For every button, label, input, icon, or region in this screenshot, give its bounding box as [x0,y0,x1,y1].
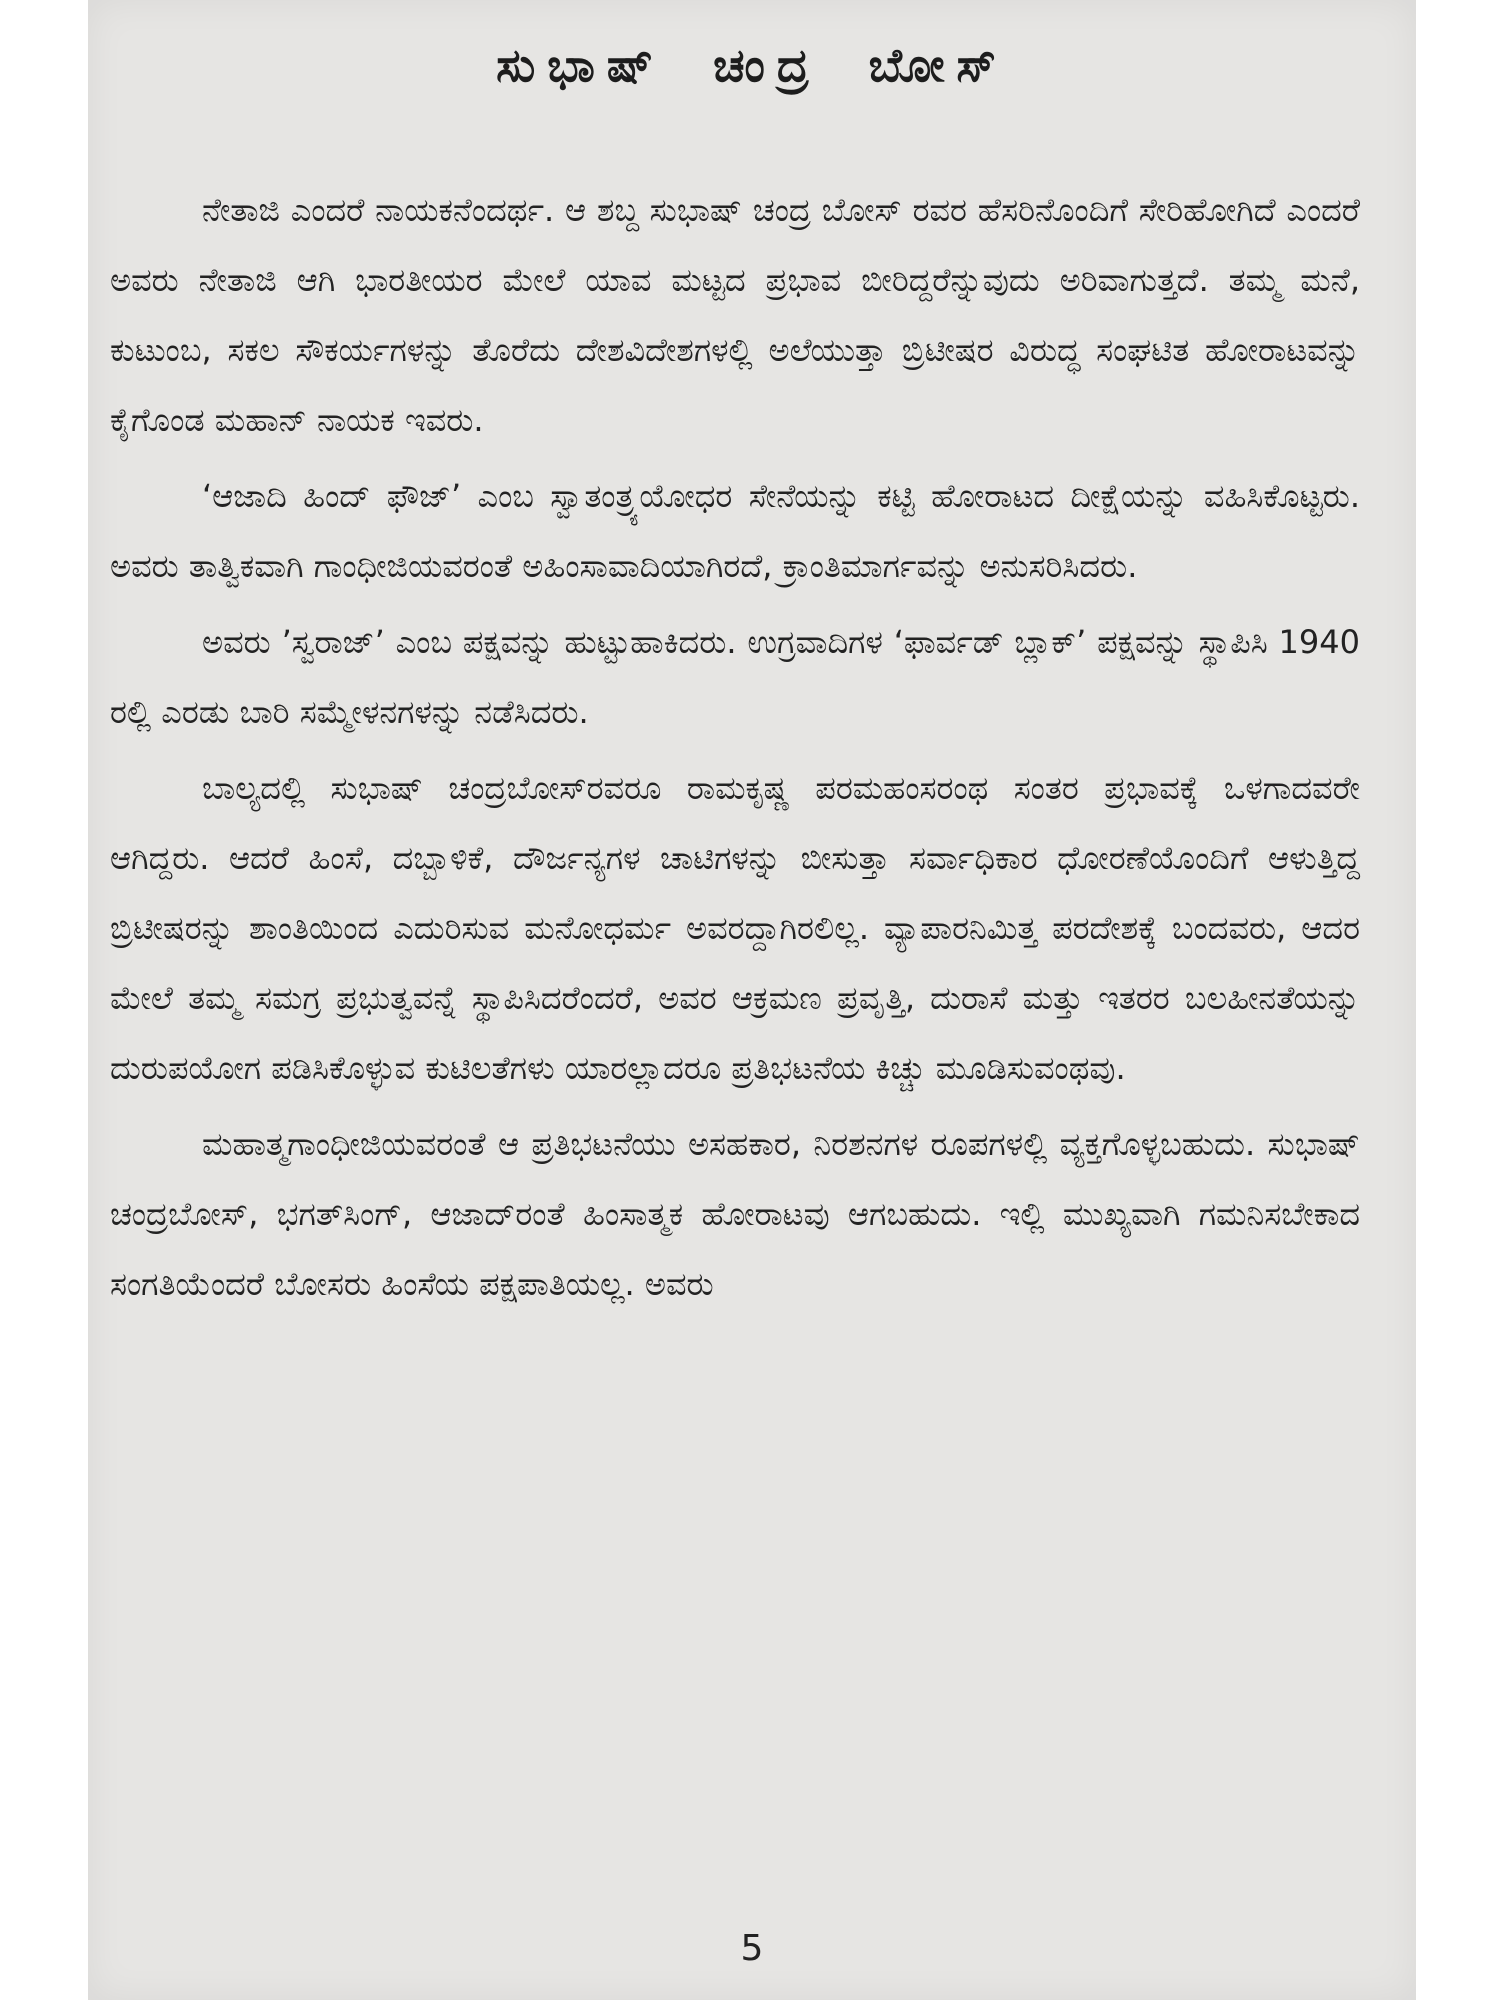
page-title: ಸುಭಾಷ್ ಚಂದ್ರ ಬೋಸ್ [496,38,1008,92]
paragraph-1: ನೇತಾಜಿ ಎಂದರೆ ನಾಯಕನೆಂದರ್ಥ. ಆ ಶಬ್ದ ಸುಭಾಷ್ ಚಂದ್ರ ಬೋಸ್ ರವರ ಹೆಸರಿನೊಂದಿಗೆ ಸೇರಿಹೋಗಿದೆ ಎಂದರೆ ಅವರು ನೇತಾಜಿ ಆಗಿ ಭಾರತೀಯರ ಮೇಲೆ ಯಾವ ಮಟ್ಟದ ಪ್ರಭಾವ ಬೀರಿದ್ದರೆನ್ನುವುದು ಅರಿವಾಗುತ್ತದೆ. ತಮ್ಮ ಮನೆ, ಕುಟುಂಬ, ಸಕಲ ಸೌಕರ್ಯಗಳನ್ನು ತೊರೆದು ದೇಶವಿದೇಶಗಳಲ್ಲಿ ಅಲೆಯುತ್ತಾ ಬ್ರಿಟೀಷರ ವಿರುದ್ಧ ಸಂಘಟಿತ ಹೋರಾಟವನ್ನು ಕೈಗೊಂಡ ಮಹಾನ್ ನಾಯಕ ಇವರು. [110,191,1360,439]
paragraph-5: ಮಹಾತ್ಮಗಾಂಧೀಜಿಯವರಂತೆ ಆ ಪ್ರತಿಭಟನೆಯು ಅಸಹಕಾರ, ನಿರಶನಗಳ ರೂಪಗಳಲ್ಲಿ ವ್ಯಕ್ತಗೊಳ್ಳಬಹುದು. ಸುಭಾಷ್ ಚಂದ್ರಬೋಸ್, ಭಗತ್‌ಸಿಂಗ್, ಆಜಾದ್‌ರಂತೆ ಹಿಂಸಾತ್ಮಕ ಹೋರಾಟವು ಆಗಬಹುದು. ಇಲ್ಲಿ ಮುಖ್ಯವಾಗಿ ಗಮನಿಸಬೇಕಾದ ಸಂಗತಿಯೆಂದರೆ ಬೋಸರು ಹಿಂಸೆಯ ಪಕ್ಷಪಾತಿಯಲ್ಲ. ಅವರು [110,1125,1360,1303]
paragraph-2: ‘ಆಜಾದಿ ಹಿಂದ್ ಫೌಜ್’ ಎಂಬ ಸ್ವಾತಂತ್ರ್ಯಯೋಧರ ಸೇನೆಯನ್ನು ಕಟ್ಟಿ ಹೋರಾಟದ ದೀಕ್ಷೆಯನ್ನು ವಹಿಸಿಕೊಟ್ಟರು. ಅವರು ತಾತ್ವಿಕವಾಗಿ ಗಾಂಧೀಜಿಯವರಂತೆ ಅಹಿಂಸಾವಾದಿಯಾಗಿರದೆ, ಕ್ರಾಂತಿಮಾರ್ಗವನ್ನು ಅನುಸರಿಸಿದರು. [110,477,1360,585]
paragraph-4: ಬಾಲ್ಯದಲ್ಲಿ ಸುಭಾಷ್ ಚಂದ್ರಬೋಸ್‌ರವರೂ ರಾಮಕೃಷ್ಣ ಪರಮಹಂಸರಂಥ ಸಂತರ ಪ್ರಭಾವಕ್ಕೆ ಒಳಗಾದವರೇ ಆಗಿದ್ದರು. ಆದರೆ ಹಿಂಸೆ, ದಬ್ಬಾಳಿಕೆ, ದೌರ್ಜನ್ಯಗಳ ಚಾಟಿಗಳನ್ನು ಬೀಸುತ್ತಾ ಸರ್ವಾಧಿಕಾರ ಧೋರಣೆಯೊಂದಿಗೆ ಆಳುತ್ತಿದ್ದ ಬ್ರಿಟೀಷರನ್ನು ಶಾಂತಿಯಿಂದ ಎದುರಿಸುವ ಮನೋಧರ್ಮ ಅವರದ್ದಾಗಿರಲಿಲ್ಲ. ವ್ಯಾಪಾರನಿಮಿತ್ತ ಪರದೇಶಕ್ಕೆ ಬಂದವರು, ಆದರ ಮೇಲೆ ತಮ್ಮ ಸಮಗ್ರ ಪ್ರಭುತ್ವವನ್ನೆ ಸ್ಥಾಪಿಸಿದರೆಂದರೆ, ಅವರ ಆಕ್ರಮಣ ಪ್ರವೃತ್ತಿ, ದುರಾಸೆ ಮತ್ತು ಇತರರ ಬಲಹೀನತೆಯನ್ನು ದುರುಪಯೋಗ ಪಡಿಸಿಕೊಳ್ಳುವ ಕುಟಿಲತೆಗಳು ಯಾರಲ್ಲಾದರೂ ಪ್ರತಿಭಟನೆಯ ಕಿಚ್ಚು ಮೂಡಿಸುವಂಥವು. [110,769,1360,1087]
paragraph-3: ಅವರು ’ಸ್ವರಾಜ್’ ಎಂಬ ಪಕ್ಷವನ್ನು ಹುಟ್ಟುಹಾಕಿದರು. ಉಗ್ರವಾದಿಗಳ ‘ಫಾರ್ವಡ್ ಬ್ಲಾಕ್’ ಪಕ್ಷವನ್ನು ಸ್ಥಾಪಿಸಿ 1940 ರಲ್ಲಿ ಎರಡು ಬಾರಿ ಸಮ್ಮೇಳನಗಳನ್ನು ನಡೆಸಿದರು. [110,623,1360,731]
body-text [110,175,1360,1325]
book-page [88,0,1416,2000]
page-number: 5 [740,1928,764,1969]
